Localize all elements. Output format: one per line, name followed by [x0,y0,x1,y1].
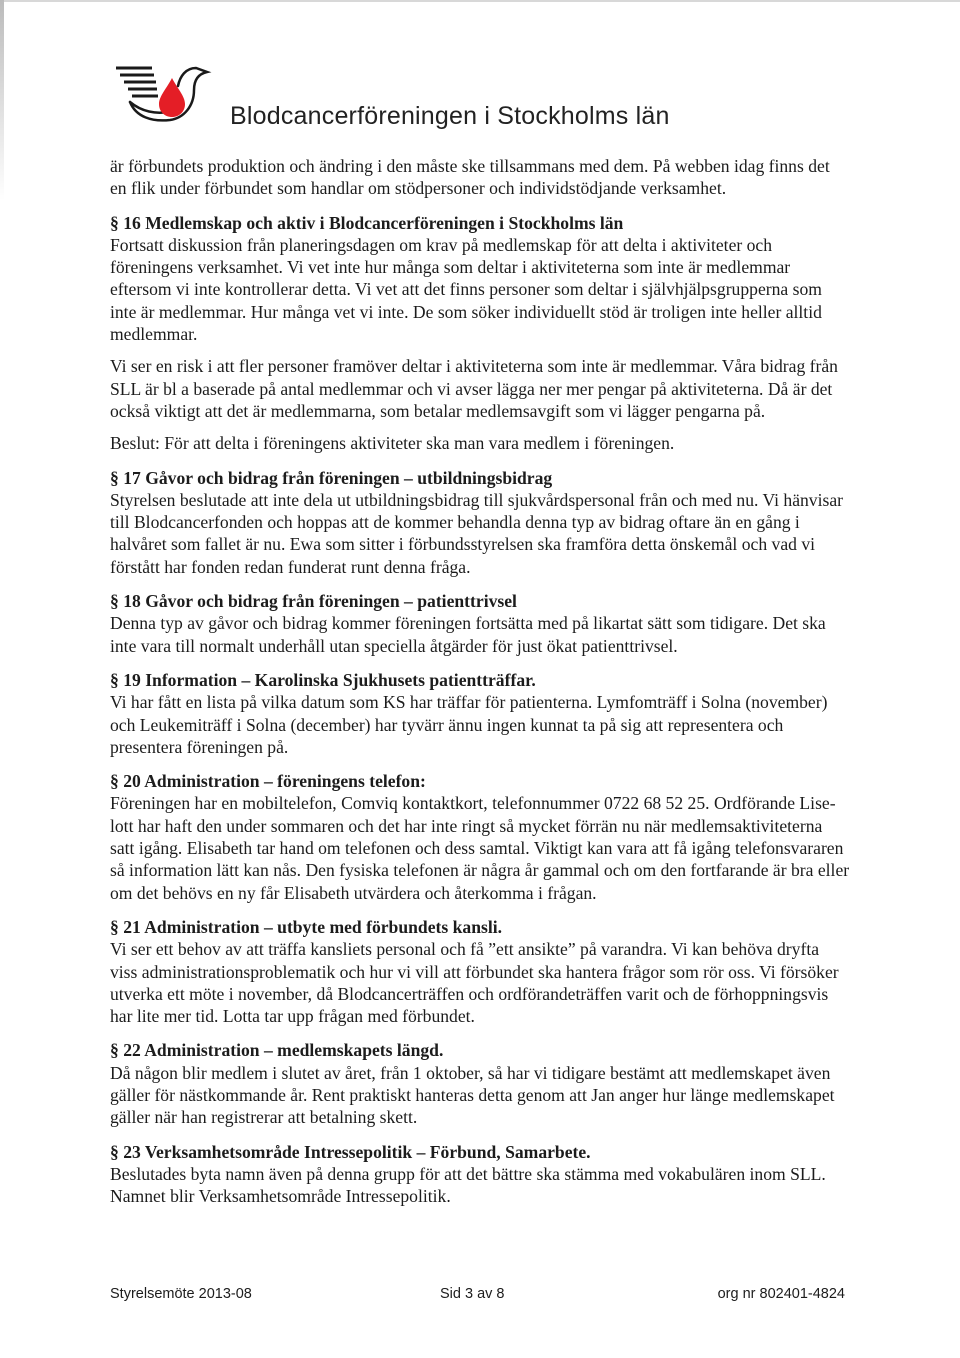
section-paragraph: Denna typ av gåvor och bidrag kommer föreningen fortsätta med på likartat sätt som tidigare. Det ska inte vara till normalt underhåll utan speciella åtgärder för just ökat patienttrivsel. [110,613,826,656]
section-heading: § 17 Gåvor och bidrag från föreningen – utbildningsbidrag [110,467,553,488]
section-heading: § 20 Administration – föreningens telefon: [110,771,426,792]
section-paragraph: Vi ser en risk i att fler personer framöver deltar i aktiviteterna som inte är medlemmar. Våra bidrag från SLL är bl a baserade på antal medlemmar och vi avser lägga ner mer pengar på aktiviteterna. Då är det också viktigt att det är medlemmarna, som betalar medlemsavgift som vi lägger pengarna på. [110,356,838,421]
section-paragraph: Beslutades byta namn även på denna grupp för att det bättre ska stämma med vokabulären inom SLL. Namnet blir Verksamhetsområde Intressepolitik. [110,1163,826,1207]
section-heading: § 21 Administration – utbyte med förbundets kansli. [110,916,503,937]
section-19 [110,669,850,758]
section-paragraph: Då någon blir medlem i slutet av året, från 1 oktober, så har vi tidigare bestämt att medlemskapet även gäller för nästkommande år. Rent praktiskt hanteras detta genom att Jan anger hur länge medlemskapet gäller när han registrerar att betalning skett. [110,1062,835,1128]
section-22 [110,1039,850,1128]
scan-edge-shadow [0,0,4,200]
section-heading: § 16 Medlemskap och aktiv i Blodcancerföreningen i Stockholms län [110,212,624,233]
organization-name: Blodcancerföreningen i Stockholms län [230,102,670,130]
section-17 [110,467,850,578]
section-paragraph: Föreningen har en mobiltelefon, Comviq kontaktkort, telefonnummer 0722 68 52 25. Ordförande Lise-lott har haft den under sommaren och det har inte ringt så mycket förrän nu när medlemsaktiviteterna satt igång. Elisabeth tar hand om telefonen och dess samtal. Viktigt kan vara att få igång telefonsvararen så information lätt kan nås. Den fysiska telefonen är några år gammal och om den fortfarande är bra eller om det behövs en ny får Elisabeth utvärdera och återkomma i frågan. [110,793,850,903]
section-paragraph: Fortsatt diskussion från planeringsdagen om krav på medlemskap för att delta i aktiviteter och föreningens verksamhet. Vi vet inte hur många som deltar i aktiviteterna som inte är medlemmar eftersom vi inte kontrollerar detta. Vi vet att det finns personer som deltar i självhjälpsgrupperna som inte är medlemmar. Hur många vet vi inte. De som söker individuellt stöd är troligen inte heller alltid medlemmar. [110,234,822,345]
section-16 [110,212,850,455]
footer-page-number: Sid 3 av 8 [440,1286,505,1302]
section-heading: § 23 Verksamhetsområde Intressepolitik – Förbund, Samarbete. [110,1141,591,1162]
section-heading: § 18 Gåvor och bidrag från föreningen – patienttrivsel [110,591,517,612]
document-body [110,155,850,1207]
footer-org-number: org nr 802401-4824 [717,1286,845,1302]
section-21 [110,916,850,1027]
scan-border [0,0,960,2]
section-heading: § 22 Administration – medlemskapets längd. [110,1040,444,1061]
section-23 [110,1141,850,1208]
section-paragraph: Vi ser ett behov av att träffa kansliets personal och få ”ett ansikte” på varandra. Vi kan behöva dryfta viss administrationsproblematik och hur vi vill att förbundet ska hantera frågor som rör oss. Vi försöker utverka ett möte i november, då Blodcancerträffen och ordförandeträffen varit och de förhoppningsvis har lite mer tid. Lotta tar upp frågan med förbundet. [110,939,839,1027]
letterhead [112,62,812,142]
intro-paragraph: är förbundets produktion och ändring i den måste ske tillsammans med dem. På webben idag finns det en flik under förbundet som handlar om stödpersoner och individstödjande verksamhet. [110,156,830,199]
footer-meeting: Styrelsemöte 2013-08 [110,1286,252,1302]
section-20 [110,770,850,904]
decision-paragraph: Beslut: För att delta i föreningens aktiviteter ska man vara medlem i föreningen. [110,433,675,454]
bird-logo-icon [112,62,212,132]
section-paragraph: Styrelsen beslutade att inte dela ut utbildningsbidrag till sjukvårdspersonal från och med nu. Vi hänvisar till Blodcancerfonden och hoppas att de kommer behandla denna typ av bidrag oftare än en gång i halvåret som fallet är nu. Ewa som sitter i förbundsstyrelsen ska framföra detta önskemål och vad vi förstått har fonden redan funderat runt denna fråga. [110,489,844,577]
page-footer [110,1286,845,1308]
section-heading: § 19 Information – Karolinska Sjukhusets patientträffar. [110,669,536,690]
section-paragraph: Vi har fått en lista på vilka datum som KS har träffar för patienterna. Lymfomträff i Solna (november) och Leukemiträff i Solna (december) har tyvärr ännu ingen kunnat ta på sig att representera och presentera föreningen på. [110,692,828,757]
section-18 [110,590,850,657]
